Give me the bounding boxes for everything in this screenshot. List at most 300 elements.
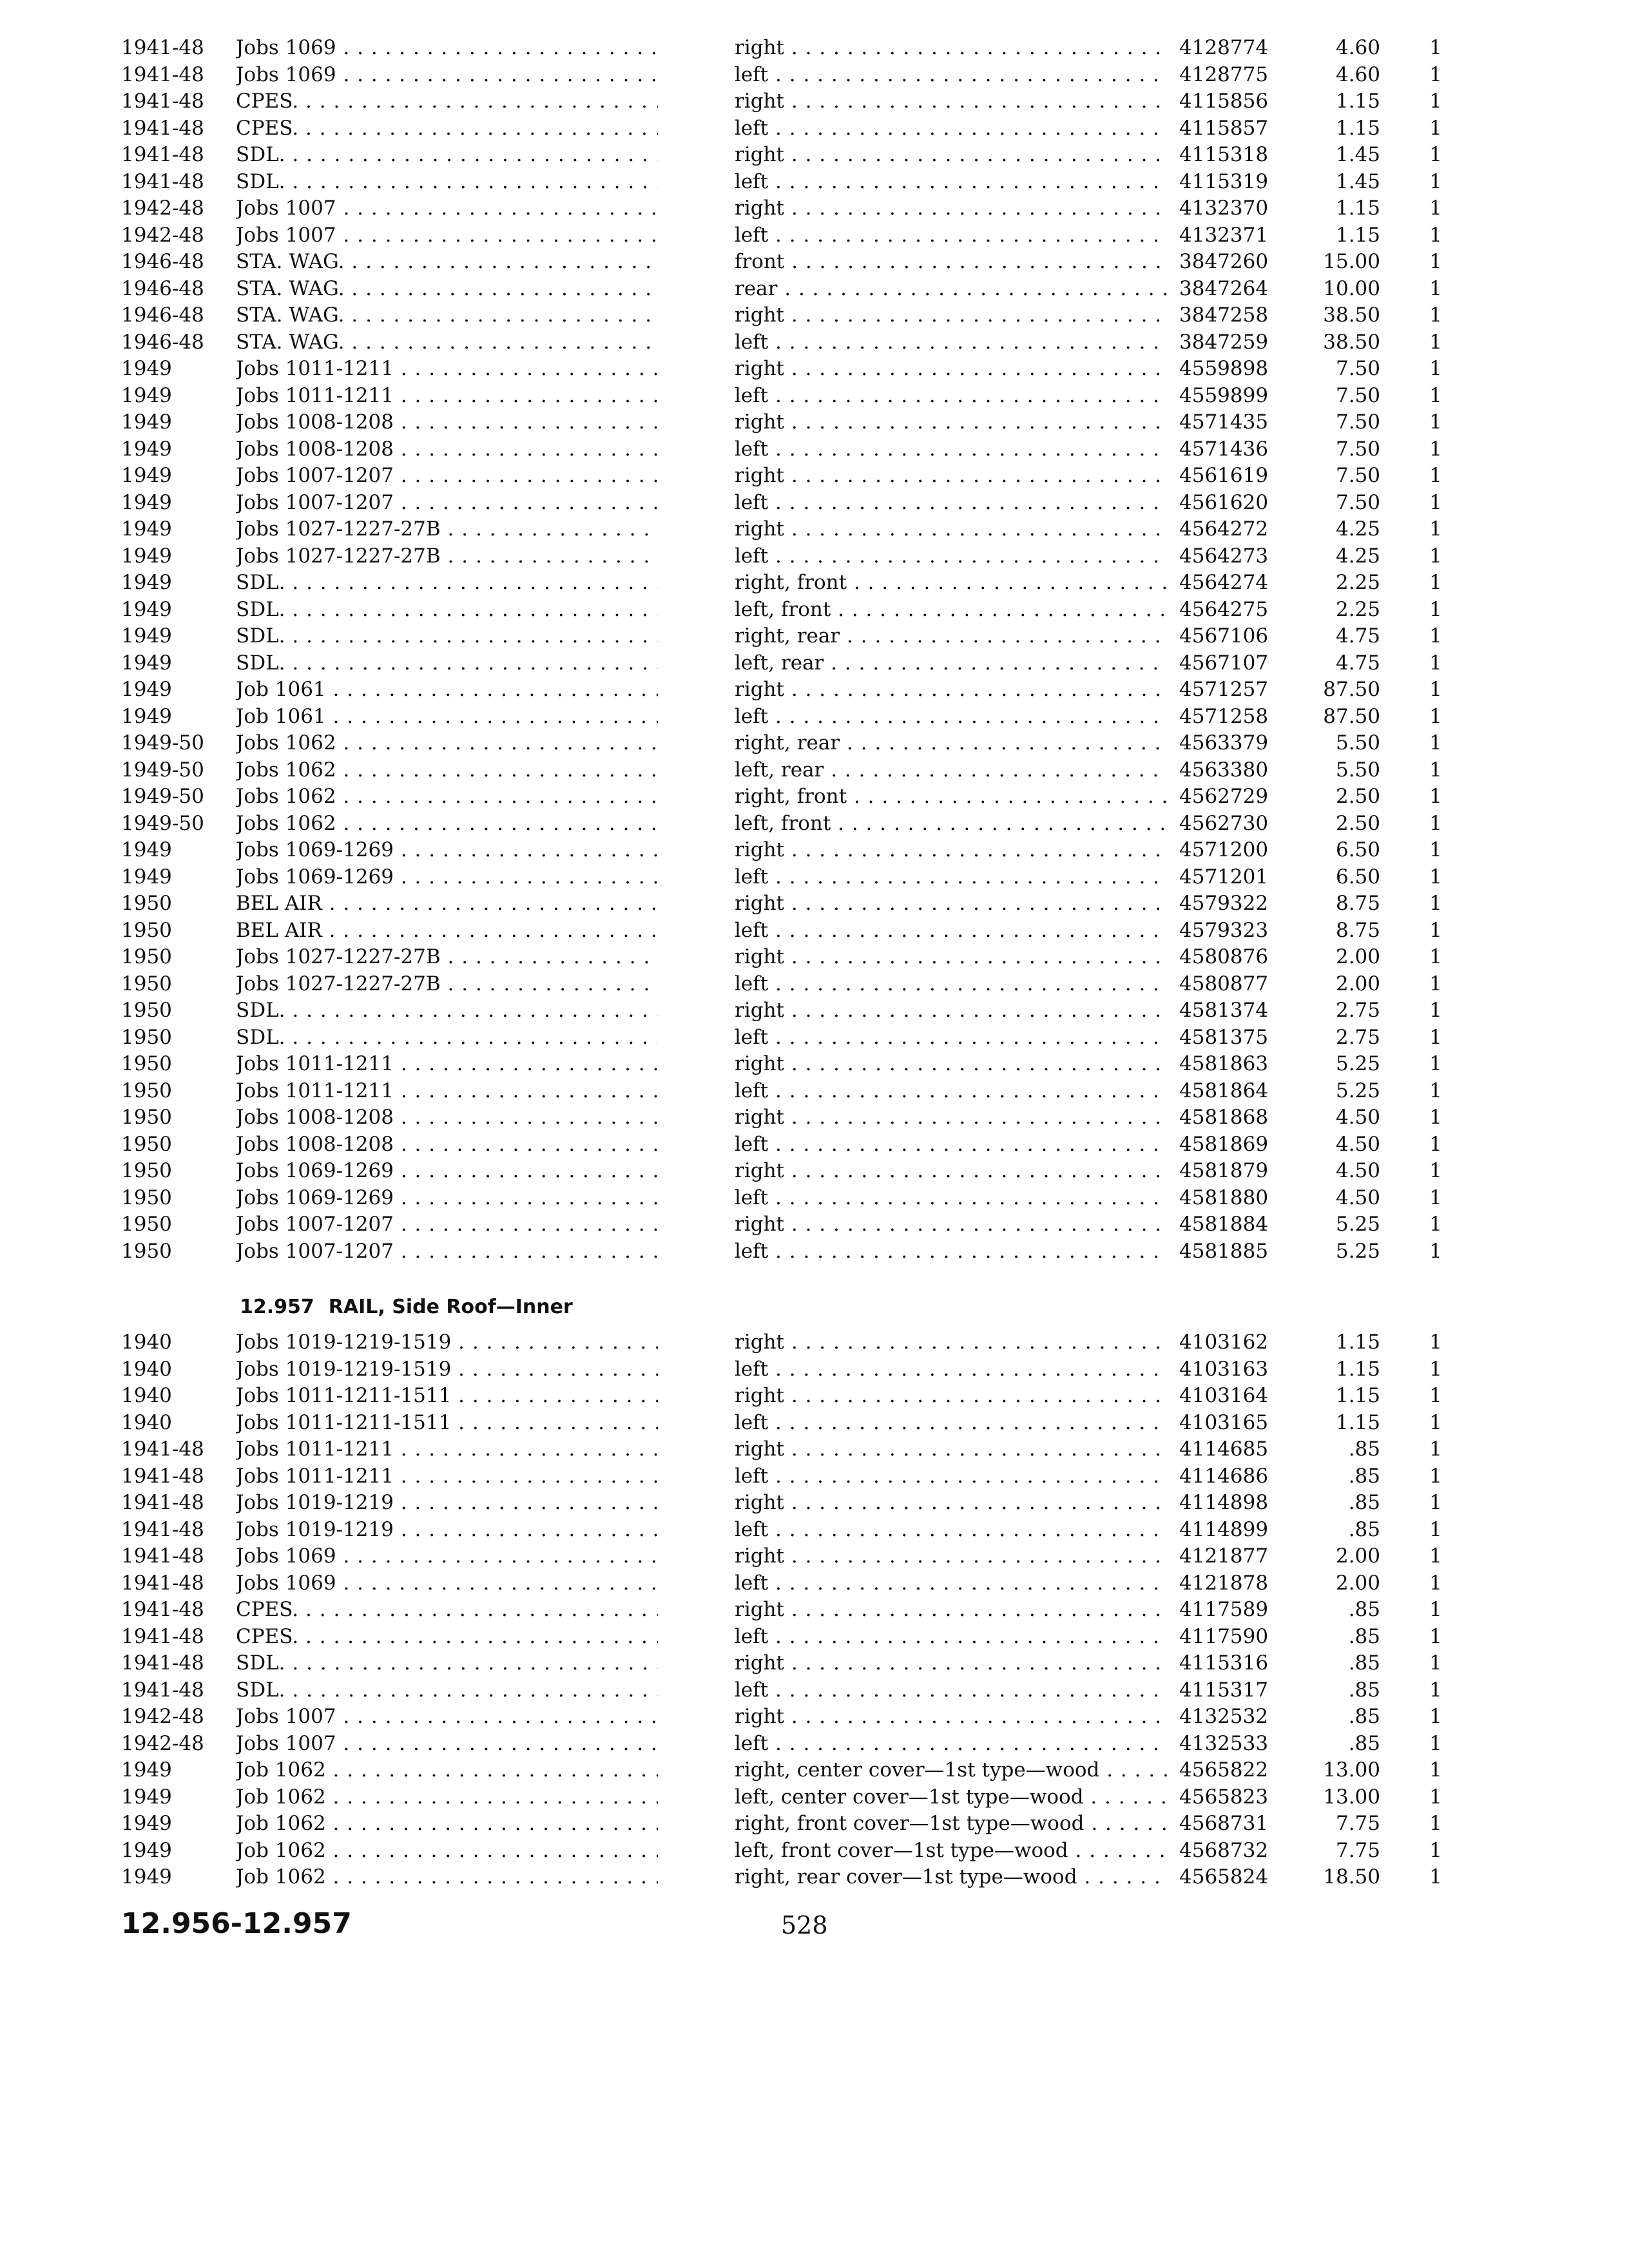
position-cell: left, rear . . . <box>735 757 1168 784</box>
position-cell: right . . . <box>735 1650 1168 1677</box>
price-cell: 87.50 <box>1323 678 1380 701</box>
price-cell: 7.50 <box>1335 410 1380 434</box>
table-row <box>0 543 1629 570</box>
part-number-cell: 4115317 <box>1179 1678 1269 1702</box>
year-cell: 1949 <box>121 704 172 728</box>
quantity-cell: 1 <box>1429 1544 1442 1568</box>
model-cell: SDL. . . . <box>236 1677 658 1704</box>
part-number-cell: 4564274 <box>1179 571 1269 594</box>
table-row <box>0 864 1629 891</box>
model-cell: SDL. . . . <box>236 570 658 597</box>
model-cell: SDL. . . . <box>236 142 658 169</box>
year-cell: 1950 <box>121 1239 172 1263</box>
position-cell: right, front . . . <box>735 570 1168 597</box>
part-number-cell: 4115319 <box>1179 169 1269 193</box>
model-cell: Job 1062 . . . <box>236 1811 658 1838</box>
position-cell: left . . . <box>735 1078 1168 1105</box>
model-cell: Jobs 1062 . . . <box>236 783 658 811</box>
quantity-cell: 1 <box>1429 865 1442 889</box>
year-cell: 1949 <box>121 383 172 407</box>
part-number-cell: 4571201 <box>1179 865 1269 889</box>
position-cell: right . . . <box>735 409 1168 436</box>
price-cell: 2.50 <box>1335 785 1380 808</box>
position-cell: right . . . <box>735 1158 1168 1185</box>
part-number-cell: 4571436 <box>1179 437 1269 461</box>
year-cell: 1949 <box>121 410 172 434</box>
table-row <box>0 1517 1629 1544</box>
quantity-cell: 1 <box>1429 1758 1442 1782</box>
price-cell: 15.00 <box>1323 250 1380 273</box>
position-cell: left, center cover—1st type—wood . . . <box>735 1784 1168 1811</box>
quantity-cell: 1 <box>1429 758 1442 782</box>
part-number-cell: 4561619 <box>1179 464 1269 487</box>
position-cell: right, center cover—1st type—wood . . . <box>735 1757 1168 1784</box>
section-number: 12.957 <box>240 1296 314 1318</box>
part-number-cell: 4567106 <box>1179 624 1269 648</box>
year-cell: 1949 <box>121 1838 172 1862</box>
year-cell: 1949 <box>121 464 172 487</box>
quantity-cell: 1 <box>1429 330 1442 354</box>
year-cell: 1941-48 <box>121 1598 204 1621</box>
quantity-cell: 1 <box>1429 143 1442 166</box>
year-cell: 1942-48 <box>121 197 204 220</box>
position-cell: left . . . <box>735 1185 1168 1212</box>
model-cell: SDL. . . . <box>236 1024 658 1052</box>
quantity-cell: 1 <box>1429 571 1442 594</box>
position-cell: left . . . <box>735 222 1168 249</box>
quantity-cell: 1 <box>1429 1785 1442 1809</box>
part-number-cell: 4564272 <box>1179 517 1269 541</box>
part-number-cell: 4581375 <box>1179 1025 1269 1049</box>
position-cell: right, rear . . . <box>735 730 1168 757</box>
price-cell: 7.50 <box>1335 490 1380 514</box>
table-row <box>0 1704 1629 1731</box>
table-row <box>0 811 1629 838</box>
year-cell: 1949 <box>121 544 172 568</box>
quantity-cell: 1 <box>1429 1052 1442 1075</box>
table-row <box>0 1838 1629 1865</box>
year-cell: 1949 <box>121 624 172 648</box>
price-cell: 1.45 <box>1335 169 1380 193</box>
price-cell: 7.75 <box>1335 1812 1380 1835</box>
quantity-cell: 1 <box>1429 1812 1442 1835</box>
model-cell: Jobs 1062 . . . <box>236 757 658 784</box>
quantity-cell: 1 <box>1429 223 1442 247</box>
table-row <box>0 1864 1629 1891</box>
price-cell: 87.50 <box>1323 704 1380 728</box>
table-row <box>0 1650 1629 1677</box>
model-cell: Jobs 1011-1211 . . . <box>236 1463 658 1490</box>
position-cell: right . . . <box>735 837 1168 864</box>
price-cell: 2.00 <box>1335 1544 1380 1568</box>
table-row <box>0 1597 1629 1624</box>
part-number-cell: 3847258 <box>1179 303 1269 327</box>
price-cell: .85 <box>1348 1464 1380 1488</box>
table-row <box>0 276 1629 303</box>
year-cell: 1940 <box>121 1331 172 1354</box>
year-cell: 1950 <box>121 972 172 995</box>
model-cell: Jobs 1008-1208 . . . <box>236 409 658 436</box>
part-number-cell: 4117589 <box>1179 1598 1269 1621</box>
table-row <box>0 650 1629 677</box>
quantity-cell: 1 <box>1429 1517 1442 1541</box>
position-cell: right . . . <box>735 1383 1168 1410</box>
position-cell: right . . . <box>735 1051 1168 1078</box>
price-cell: 1.15 <box>1335 1384 1380 1407</box>
model-cell: Jobs 1069-1269 . . . <box>236 864 658 891</box>
table-row <box>0 757 1629 784</box>
part-number-cell: 4564275 <box>1179 597 1269 621</box>
price-cell: 7.50 <box>1335 464 1380 487</box>
part-number-cell: 4121877 <box>1179 1544 1269 1568</box>
quantity-cell: 1 <box>1429 62 1442 86</box>
part-number-cell: 4562730 <box>1179 811 1269 835</box>
year-cell: 1946-48 <box>121 276 204 300</box>
year-cell: 1941-48 <box>121 169 204 193</box>
model-cell: Jobs 1011-1211 . . . <box>236 1436 658 1463</box>
position-cell: right, rear cover—1st type—wood . . . <box>735 1864 1168 1891</box>
quantity-cell: 1 <box>1429 1464 1442 1488</box>
part-number-cell: 4115316 <box>1179 1651 1269 1675</box>
part-number-cell: 4564273 <box>1179 544 1269 568</box>
table-row <box>0 115 1629 142</box>
part-number-cell: 3847264 <box>1179 276 1269 300</box>
year-cell: 1941-48 <box>121 1517 204 1541</box>
year-cell: 1950 <box>121 1025 172 1049</box>
year-cell: 1949 <box>121 865 172 889</box>
table-row <box>0 1356 1629 1383</box>
model-cell: Jobs 1027-1227-27B . . . <box>236 516 658 543</box>
price-cell: 5.50 <box>1335 731 1380 754</box>
price-cell: .85 <box>1348 1731 1380 1755</box>
year-cell: 1949 <box>121 1785 172 1809</box>
position-cell: left . . . <box>735 169 1168 196</box>
model-cell: Jobs 1019-1219 . . . <box>236 1517 658 1544</box>
model-cell: Jobs 1008-1208 . . . <box>236 1104 658 1131</box>
table-row <box>0 1211 1629 1238</box>
model-cell: Jobs 1019-1219-1519 . . . <box>236 1356 658 1383</box>
quantity-cell: 1 <box>1429 410 1442 434</box>
price-cell: 2.75 <box>1335 1025 1380 1049</box>
quantity-cell: 1 <box>1429 678 1442 701</box>
price-cell: .85 <box>1348 1705 1380 1728</box>
model-cell: CPES. . . . <box>236 88 658 115</box>
part-number-cell: 4571257 <box>1179 678 1269 701</box>
price-cell: 4.25 <box>1335 544 1380 568</box>
table-row <box>0 409 1629 436</box>
year-cell: 1949 <box>121 517 172 541</box>
price-cell: 7.75 <box>1335 1838 1380 1862</box>
table-row <box>0 436 1629 463</box>
part-number-cell: 4132370 <box>1179 197 1269 220</box>
position-cell: right . . . <box>735 195 1168 222</box>
model-cell: Jobs 1011-1211 . . . <box>236 383 658 410</box>
position-cell: left . . . <box>735 115 1168 142</box>
part-number-cell: 4103163 <box>1179 1357 1269 1381</box>
model-cell: Jobs 1069 . . . <box>236 1570 658 1597</box>
position-cell: right . . . <box>735 1490 1168 1517</box>
part-number-cell: 4561620 <box>1179 490 1269 514</box>
model-cell: Jobs 1008-1208 . . . <box>236 436 658 463</box>
position-cell: right . . . <box>735 1104 1168 1131</box>
table-row <box>0 623 1629 650</box>
table-row <box>0 1543 1629 1570</box>
model-cell: STA. WAG. . . . <box>236 302 658 329</box>
year-cell: 1941-48 <box>121 1544 204 1568</box>
price-cell: 4.60 <box>1335 62 1380 86</box>
price-cell: 1.15 <box>1335 197 1380 220</box>
quantity-cell: 1 <box>1429 276 1442 300</box>
year-cell: 1949 <box>121 1865 172 1888</box>
position-cell: right, front cover—1st type—wood . . . <box>735 1811 1168 1838</box>
year-cell: 1941-48 <box>121 1651 204 1675</box>
table-row <box>0 1463 1629 1490</box>
page-number: 528 <box>781 1911 828 1939</box>
position-cell: right . . . <box>735 516 1168 543</box>
part-number-cell: 4103165 <box>1179 1410 1269 1434</box>
year-cell: 1949 <box>121 1758 172 1782</box>
part-number-cell: 4581879 <box>1179 1159 1269 1182</box>
position-cell: rear . . . <box>735 276 1168 303</box>
quantity-cell: 1 <box>1429 1731 1442 1755</box>
position-cell: front . . . <box>735 249 1168 276</box>
part-number-cell: 4581885 <box>1179 1239 1269 1263</box>
year-cell: 1941-48 <box>121 36 204 59</box>
year-cell: 1941-48 <box>121 1678 204 1702</box>
table-row <box>0 1051 1629 1078</box>
position-cell: right, rear . . . <box>735 623 1168 650</box>
part-number-cell: 4559899 <box>1179 383 1269 407</box>
table-row <box>0 837 1629 864</box>
part-number-cell: 4115318 <box>1179 143 1269 166</box>
price-cell: 10.00 <box>1323 276 1380 300</box>
quantity-cell: 1 <box>1429 1678 1442 1702</box>
year-cell: 1940 <box>121 1384 172 1407</box>
year-cell: 1946-48 <box>121 250 204 273</box>
year-cell: 1950 <box>121 1159 172 1182</box>
position-cell: left . . . <box>735 62 1168 89</box>
price-cell: 1.15 <box>1335 116 1380 140</box>
part-number-cell: 4580876 <box>1179 945 1269 968</box>
table-row <box>0 302 1629 329</box>
year-cell: 1941-48 <box>121 116 204 140</box>
year-cell: 1950 <box>121 1132 172 1156</box>
position-cell: left . . . <box>735 1624 1168 1651</box>
part-number-cell: 4581374 <box>1179 999 1269 1022</box>
quantity-cell: 1 <box>1429 651 1442 675</box>
position-cell: right . . . <box>735 356 1168 383</box>
quantity-cell: 1 <box>1429 999 1442 1022</box>
quantity-cell: 1 <box>1429 1159 1442 1182</box>
table-row <box>0 1329 1629 1356</box>
model-cell: Jobs 1007-1207 . . . <box>236 1211 658 1238</box>
part-number-cell: 4121878 <box>1179 1571 1269 1595</box>
price-cell: .85 <box>1348 1678 1380 1702</box>
position-cell: right . . . <box>735 944 1168 971</box>
model-cell: Jobs 1019-1219-1519 . . . <box>236 1329 658 1356</box>
part-number-cell: 4103162 <box>1179 1331 1269 1354</box>
position-cell: right . . . <box>735 1543 1168 1570</box>
position-cell: left . . . <box>735 329 1168 356</box>
table-row <box>0 169 1629 196</box>
table-row <box>0 1731 1629 1758</box>
quantity-cell: 1 <box>1429 517 1442 541</box>
position-cell: right . . . <box>735 1597 1168 1624</box>
position-cell: right . . . <box>735 1436 1168 1463</box>
price-cell: 5.25 <box>1335 1213 1380 1236</box>
position-cell: left . . . <box>735 1731 1168 1758</box>
position-cell: right . . . <box>735 677 1168 704</box>
part-number-cell: 4128775 <box>1179 62 1269 86</box>
quantity-cell: 1 <box>1429 1357 1442 1381</box>
price-cell: 1.15 <box>1335 90 1380 113</box>
model-cell: Jobs 1069 . . . <box>236 35 658 62</box>
model-cell: Job 1062 . . . <box>236 1838 658 1865</box>
quantity-cell: 1 <box>1429 1132 1442 1156</box>
model-cell: Jobs 1007 . . . <box>236 222 658 249</box>
price-cell: 4.60 <box>1335 36 1380 59</box>
price-cell: .85 <box>1348 1624 1380 1648</box>
year-cell: 1950 <box>121 1052 172 1075</box>
year-cell: 1949 <box>121 1812 172 1835</box>
position-cell: right . . . <box>735 1211 1168 1238</box>
table-row <box>0 1238 1629 1265</box>
part-number-cell: 4581864 <box>1179 1079 1269 1102</box>
price-cell: 4.50 <box>1335 1132 1380 1156</box>
position-cell: right . . . <box>735 1329 1168 1356</box>
model-cell: Jobs 1069 . . . <box>236 1543 658 1570</box>
year-cell: 1949-50 <box>121 785 204 808</box>
year-cell: 1949 <box>121 678 172 701</box>
quantity-cell: 1 <box>1429 624 1442 648</box>
price-cell: 13.00 <box>1323 1785 1380 1809</box>
table-row <box>0 1410 1629 1437</box>
model-cell: Jobs 1027-1227-27B . . . <box>236 971 658 998</box>
price-cell: 13.00 <box>1323 1758 1380 1782</box>
model-cell: Jobs 1011-1211 . . . <box>236 1051 658 1078</box>
part-number-cell: 4568731 <box>1179 1812 1269 1835</box>
year-cell: 1942-48 <box>121 223 204 247</box>
part-number-cell: 4568732 <box>1179 1838 1269 1862</box>
part-number-cell: 4565823 <box>1179 1785 1269 1809</box>
part-number-cell: 4114898 <box>1179 1491 1269 1514</box>
table-row <box>0 356 1629 383</box>
table-row <box>0 677 1629 704</box>
part-number-cell: 4115857 <box>1179 116 1269 140</box>
quantity-cell: 1 <box>1429 116 1442 140</box>
quantity-cell: 1 <box>1429 169 1442 193</box>
part-number-cell: 4132371 <box>1179 223 1269 247</box>
parts-table-12-957 <box>0 1329 1629 1891</box>
quantity-cell: 1 <box>1429 1239 1442 1263</box>
table-row <box>0 1811 1629 1838</box>
quantity-cell: 1 <box>1429 972 1442 995</box>
part-number-cell: 4563380 <box>1179 758 1269 782</box>
model-cell: BEL AIR . . . <box>236 890 658 918</box>
model-cell: Job 1061 . . . <box>236 704 658 731</box>
price-cell: 5.25 <box>1335 1052 1380 1075</box>
price-cell: 1.15 <box>1335 223 1380 247</box>
price-cell: 1.15 <box>1335 1331 1380 1354</box>
price-cell: 7.50 <box>1335 437 1380 461</box>
position-cell: right . . . <box>735 142 1168 169</box>
part-number-cell: 4117590 <box>1179 1624 1269 1648</box>
table-row <box>0 35 1629 62</box>
year-cell: 1949 <box>121 838 172 861</box>
quantity-cell: 1 <box>1429 1865 1442 1888</box>
price-cell: 5.50 <box>1335 758 1380 782</box>
year-cell: 1941-48 <box>121 62 204 86</box>
price-cell: 2.25 <box>1335 597 1380 621</box>
model-cell: Jobs 1011-1211 . . . <box>236 1078 658 1105</box>
table-row <box>0 1784 1629 1811</box>
year-cell: 1941-48 <box>121 1571 204 1595</box>
part-number-cell: 4128774 <box>1179 36 1269 59</box>
parts-table-12-956 <box>0 35 1629 1265</box>
model-cell: Jobs 1007 . . . <box>236 1731 658 1758</box>
quantity-cell: 1 <box>1429 383 1442 407</box>
quantity-cell: 1 <box>1429 1598 1442 1621</box>
price-cell: 1.15 <box>1335 1357 1380 1381</box>
quantity-cell: 1 <box>1429 731 1442 754</box>
table-row <box>0 1024 1629 1052</box>
position-cell: right . . . <box>735 88 1168 115</box>
table-row <box>0 1490 1629 1517</box>
position-cell: right, front . . . <box>735 783 1168 811</box>
table-row <box>0 142 1629 169</box>
table-row <box>0 1570 1629 1597</box>
year-cell: 1949-50 <box>121 731 204 754</box>
part-number-cell: 4114686 <box>1179 1464 1269 1488</box>
model-cell: CPES. . . . <box>236 1624 658 1651</box>
part-number-cell: 4581884 <box>1179 1213 1269 1236</box>
year-cell: 1941-48 <box>121 1437 204 1461</box>
table-row <box>0 1677 1629 1704</box>
year-cell: 1950 <box>121 1186 172 1209</box>
part-number-cell: 4581880 <box>1179 1186 1269 1209</box>
part-number-cell: 4571200 <box>1179 838 1269 861</box>
position-cell: right . . . <box>735 463 1168 490</box>
part-number-cell: 4132533 <box>1179 1731 1269 1755</box>
position-cell: right . . . <box>735 997 1168 1024</box>
position-cell: left . . . <box>735 1677 1168 1704</box>
quantity-cell: 1 <box>1429 1213 1442 1236</box>
position-cell: left . . . <box>735 543 1168 570</box>
table-row <box>0 1158 1629 1185</box>
year-cell: 1950 <box>121 918 172 942</box>
position-cell: left . . . <box>735 1238 1168 1265</box>
table-row <box>0 1131 1629 1158</box>
quantity-cell: 1 <box>1429 1437 1442 1461</box>
table-row <box>0 597 1629 624</box>
part-number-cell: 4579322 <box>1179 892 1269 915</box>
table-row <box>0 1185 1629 1212</box>
year-cell: 1950 <box>121 1213 172 1236</box>
quantity-cell: 1 <box>1429 1705 1442 1728</box>
position-cell: left . . . <box>735 1024 1168 1052</box>
year-cell: 1950 <box>121 1079 172 1102</box>
position-cell: left . . . <box>735 1356 1168 1383</box>
year-cell: 1941-48 <box>121 1624 204 1648</box>
part-number-cell: 4132532 <box>1179 1705 1269 1728</box>
part-number-cell: 4114685 <box>1179 1437 1269 1461</box>
price-cell: 7.50 <box>1335 357 1380 380</box>
price-cell: .85 <box>1348 1598 1380 1621</box>
quantity-cell: 1 <box>1429 1079 1442 1102</box>
model-cell: Jobs 1027-1227-27B . . . <box>236 543 658 570</box>
section-heading <box>240 1296 573 1318</box>
model-cell: Job 1062 . . . <box>236 1757 658 1784</box>
